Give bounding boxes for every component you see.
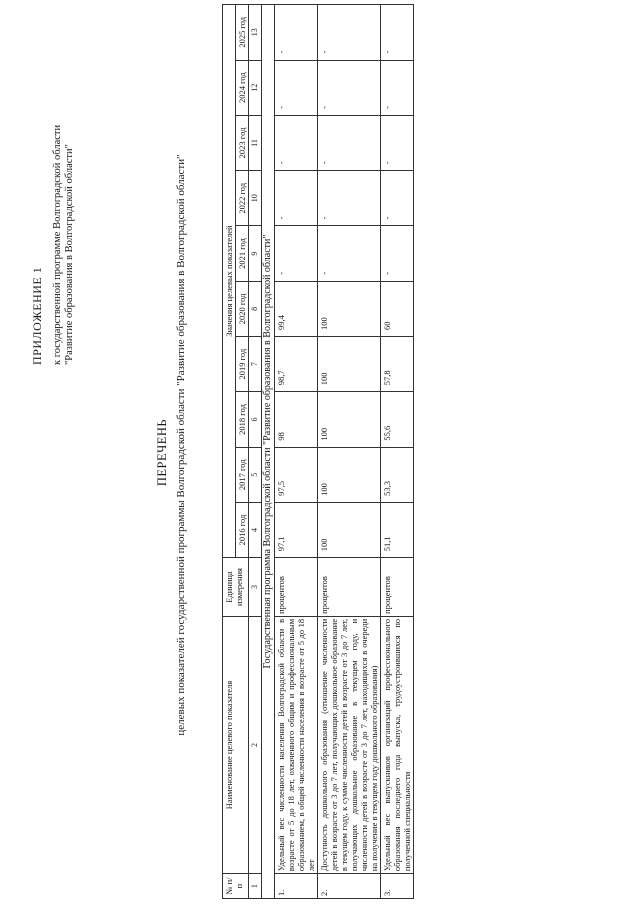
row-value: 97,5 — [275, 447, 318, 502]
row-unit: процентов — [381, 558, 414, 617]
row-value: 100 — [318, 392, 381, 447]
row-value: 53,3 — [381, 447, 414, 502]
row-value: 60 — [381, 281, 414, 336]
column-index: 13 — [249, 5, 262, 61]
row-value: 57,8 — [381, 337, 414, 392]
row-value: 97,1 — [275, 502, 318, 557]
row-value: - — [381, 5, 414, 61]
row-value: - — [381, 115, 414, 170]
row-value: 100 — [318, 337, 381, 392]
header-year: 2019 год — [236, 337, 249, 392]
row-value: - — [381, 60, 414, 115]
appendix-reference-line1: к государственной программе Волгоградской области — [52, 124, 63, 365]
table-row — [318, 5, 381, 899]
appendix-title: ПРИЛОЖЕНИЕ 1 — [30, 266, 44, 365]
header-unit: Единица измерения — [223, 558, 249, 617]
table-row — [381, 5, 414, 899]
row-value: - — [318, 226, 381, 281]
indicators-table — [222, 4, 414, 899]
row-value: - — [318, 5, 381, 61]
row-value: - — [275, 226, 318, 281]
section-title: Государственная программа Волгоградской области "Развитие образования в Волгоградской области" — [262, 5, 275, 899]
document-title: ПЕРЕЧЕНЬ — [155, 418, 169, 487]
column-index: 7 — [249, 337, 262, 392]
row-value: 100 — [318, 281, 381, 336]
row-unit: процентов — [275, 558, 318, 617]
row-num: 1. — [275, 874, 318, 899]
row-unit: процентов — [318, 558, 381, 617]
row-name: Удельный вес выпускников организаций профессионального образования последнего года выпуска, трудоустроившихся по полученной специальности — [381, 616, 414, 873]
document-subtitle: целевых показателей государственной программы Волгоградской области "Развитие образования в Волгоградской области" — [175, 154, 187, 736]
row-value: - — [318, 60, 381, 115]
row-value: - — [381, 226, 414, 281]
column-index: 5 — [249, 447, 262, 502]
header-values: Значения целевых показателей — [223, 5, 236, 558]
column-index: 6 — [249, 392, 262, 447]
row-value: 55,6 — [381, 392, 414, 447]
column-index: 12 — [249, 60, 262, 115]
row-name: Доступность дошкольного образования (отношение численности детей в возрасте от 3 до 7 лет, получающих дошкольное образование в текущем году, к сумме численности детей в возрасте от 3 до 7 лет, получающих дошкольное образование в текущем году, и численности детей в возрасте от 3 до 7 лет, находящихся в очереди на получение в текущем году дошкольного образования) — [318, 616, 381, 873]
header-year: 2024 год — [236, 60, 249, 115]
column-index: 1 — [249, 874, 262, 899]
column-index: 8 — [249, 281, 262, 336]
appendix-reference-line2: "Развитие образования в Волгоградской области" — [64, 144, 75, 365]
row-num: 2. — [318, 874, 381, 899]
header-year: 2017 год — [236, 447, 249, 502]
column-index: 4 — [249, 502, 262, 557]
row-value: 100 — [318, 502, 381, 557]
row-value: 99,4 — [275, 281, 318, 336]
row-value: - — [275, 115, 318, 170]
column-index: 10 — [249, 171, 262, 226]
header-year: 2018 год — [236, 392, 249, 447]
row-value: 98 — [275, 392, 318, 447]
row-value: - — [318, 115, 381, 170]
table-row — [275, 5, 318, 899]
header-name: Наименование целевого показателя — [223, 616, 249, 873]
row-value: 100 — [318, 447, 381, 502]
header-num: № п/п — [223, 874, 249, 899]
header-year: 2020 год — [236, 281, 249, 336]
column-index: 2 — [249, 616, 262, 873]
column-index-row — [249, 5, 262, 899]
row-value: - — [275, 5, 318, 61]
row-name: Удельный вес численности населения Волгоградской области в возрасте от 5 до 18 лет, охваченного общим и профессиональным образованием, в общей численности населения в возрасте от 5 до 18 лет — [275, 616, 318, 873]
header-year: 2023 год — [236, 115, 249, 170]
appendix-reference — [52, 35, 76, 365]
section-row — [262, 5, 275, 899]
row-value: - — [275, 171, 318, 226]
header-year: 2016 год — [236, 502, 249, 557]
row-num: 3. — [381, 874, 414, 899]
row-value: - — [381, 171, 414, 226]
row-value: 98,7 — [275, 337, 318, 392]
column-index: 11 — [249, 115, 262, 170]
column-index: 9 — [249, 226, 262, 281]
column-index: 3 — [249, 558, 262, 617]
row-value: 51,1 — [381, 502, 414, 557]
row-value: - — [275, 60, 318, 115]
header-year: 2022 год — [236, 171, 249, 226]
header-year: 2021 год — [236, 226, 249, 281]
row-value: - — [318, 171, 381, 226]
header-year: 2025 год — [236, 5, 249, 61]
